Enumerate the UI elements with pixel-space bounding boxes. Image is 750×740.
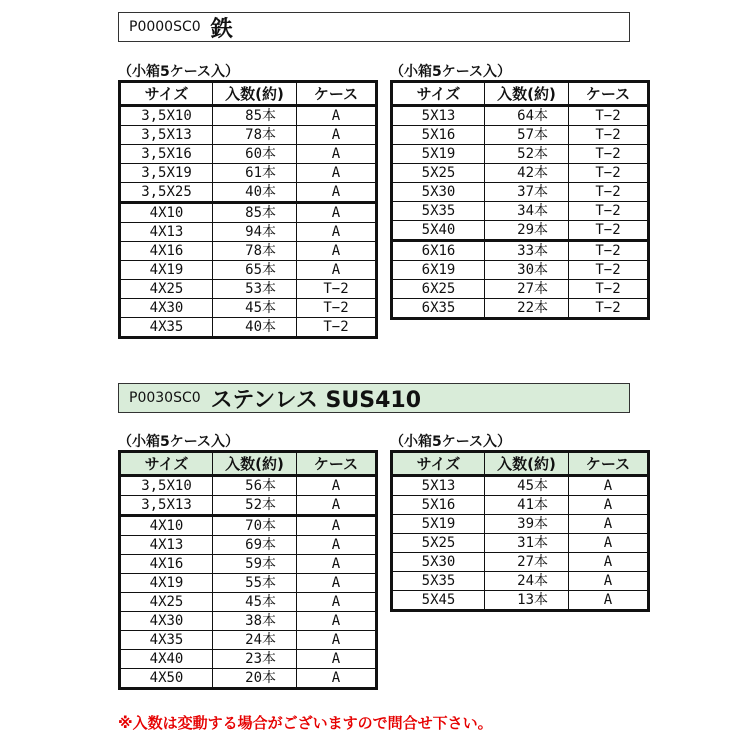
- cell-size: 5X16: [392, 496, 485, 515]
- header-case: ケース: [569, 452, 649, 476]
- cell-quantity: 33本: [485, 241, 569, 261]
- cell-size: 4X19: [120, 261, 213, 280]
- table-row: [120, 280, 377, 299]
- cell-size: 5X13: [392, 106, 485, 126]
- spec-table: [118, 80, 378, 339]
- table-row: [120, 183, 377, 203]
- cell-size: 5X25: [392, 534, 485, 553]
- cell-size: 5X45: [392, 591, 485, 611]
- cell-quantity: 53本: [213, 280, 297, 299]
- cell-case: A: [297, 223, 377, 242]
- table-row: [120, 631, 377, 650]
- material-name: ステンレス SUS410: [210, 387, 422, 413]
- section-header-iron: [118, 12, 630, 42]
- cell-case: T−2: [569, 202, 649, 221]
- cell-quantity: 39本: [485, 515, 569, 534]
- cell-size: 3,5X25: [120, 183, 213, 203]
- cell-size: 3,5X16: [120, 145, 213, 164]
- table-row: [120, 669, 377, 689]
- cell-size: 4X13: [120, 223, 213, 242]
- cell-case: A: [297, 574, 377, 593]
- header-quantity: 入数(約): [485, 452, 569, 476]
- table-row: [392, 106, 649, 126]
- table-row: [392, 126, 649, 145]
- cell-case: T−2: [569, 183, 649, 202]
- cell-quantity: 42本: [485, 164, 569, 183]
- cell-size: 4X30: [120, 612, 213, 631]
- cell-size: 5X25: [392, 164, 485, 183]
- spec-table: [390, 80, 650, 320]
- cell-size: 5X30: [392, 553, 485, 572]
- cell-case: T−2: [569, 280, 649, 299]
- cell-size: 4X19: [120, 574, 213, 593]
- table-row: [392, 534, 649, 553]
- cell-size: 5X19: [392, 515, 485, 534]
- table-caption: （小箱5ケース入）: [118, 64, 240, 80]
- table-row: [392, 183, 649, 202]
- cell-case: A: [569, 591, 649, 611]
- cell-size: 6X19: [392, 261, 485, 280]
- table-row: [120, 476, 377, 496]
- table-row: [120, 612, 377, 631]
- cell-size: 6X16: [392, 241, 485, 261]
- cell-quantity: 52本: [213, 496, 297, 516]
- cell-case: T−2: [569, 241, 649, 261]
- header-size: サイズ: [120, 82, 213, 106]
- cell-case: T−2: [569, 221, 649, 241]
- cell-size: 4X35: [120, 318, 213, 338]
- cell-case: A: [569, 534, 649, 553]
- cell-case: A: [297, 476, 377, 496]
- cell-size: 5X16: [392, 126, 485, 145]
- cell-quantity: 40本: [213, 183, 297, 203]
- spec-table: [390, 450, 650, 612]
- cell-quantity: 59本: [213, 555, 297, 574]
- cell-size: 5X30: [392, 183, 485, 202]
- spec-table: [118, 450, 378, 690]
- stainless-table-right-block: [390, 434, 650, 612]
- cell-quantity: 24本: [213, 631, 297, 650]
- cell-case: A: [569, 515, 649, 534]
- table-row: [392, 572, 649, 591]
- disclaimer-note: ※入数は変動する場合がございますので問合せ下さい。: [118, 714, 493, 732]
- cell-case: T−2: [569, 106, 649, 126]
- cell-quantity: 23本: [213, 650, 297, 669]
- cell-size: 4X30: [120, 299, 213, 318]
- cell-case: A: [297, 612, 377, 631]
- cell-case: T−2: [569, 261, 649, 280]
- table-row: [392, 476, 649, 496]
- table-row: [392, 553, 649, 572]
- table-row: [120, 261, 377, 280]
- cell-size: 5X13: [392, 476, 485, 496]
- cell-quantity: 45本: [485, 476, 569, 496]
- cell-size: 4X10: [120, 203, 213, 223]
- cell-case: A: [297, 650, 377, 669]
- header-case: ケース: [297, 82, 377, 106]
- header-quantity: 入数(約): [213, 452, 297, 476]
- cell-quantity: 24本: [485, 572, 569, 591]
- table-row: [392, 496, 649, 515]
- cell-size: 6X35: [392, 299, 485, 319]
- cell-quantity: 85本: [213, 106, 297, 126]
- cell-quantity: 57本: [485, 126, 569, 145]
- table-caption: （小箱5ケース入）: [390, 434, 512, 450]
- cell-size: 5X19: [392, 145, 485, 164]
- cell-quantity: 45本: [213, 593, 297, 612]
- table-row: [392, 261, 649, 280]
- table-row: [120, 555, 377, 574]
- cell-case: A: [297, 631, 377, 650]
- cell-quantity: 45本: [213, 299, 297, 318]
- cell-quantity: 22本: [485, 299, 569, 319]
- cell-quantity: 41本: [485, 496, 569, 515]
- cell-quantity: 61本: [213, 164, 297, 183]
- table-caption: （小箱5ケース入）: [390, 64, 512, 80]
- cell-case: A: [297, 669, 377, 689]
- material-name: 鉄: [210, 16, 233, 42]
- cell-size: 4X16: [120, 242, 213, 261]
- cell-size: 5X35: [392, 202, 485, 221]
- cell-size: 4X40: [120, 650, 213, 669]
- cell-quantity: 20本: [213, 669, 297, 689]
- cell-quantity: 13本: [485, 591, 569, 611]
- cell-size: 3,5X10: [120, 106, 213, 126]
- cell-size: 4X16: [120, 555, 213, 574]
- cell-case: A: [297, 555, 377, 574]
- table-row: [120, 164, 377, 183]
- cell-quantity: 85本: [213, 203, 297, 223]
- cell-case: A: [297, 242, 377, 261]
- cell-quantity: 38本: [213, 612, 297, 631]
- cell-quantity: 31本: [485, 534, 569, 553]
- cell-case: A: [297, 164, 377, 183]
- table-row: [120, 496, 377, 516]
- table-row: [120, 242, 377, 261]
- cell-size: 5X35: [392, 572, 485, 591]
- cell-quantity: 55本: [213, 574, 297, 593]
- header-size: サイズ: [392, 82, 485, 106]
- table-row: [392, 164, 649, 183]
- header-size: サイズ: [120, 452, 213, 476]
- cell-case: A: [297, 145, 377, 164]
- cell-quantity: 64本: [485, 106, 569, 126]
- cell-size: 3,5X13: [120, 496, 213, 516]
- table-row: [392, 591, 649, 611]
- cell-quantity: 78本: [213, 126, 297, 145]
- table-row: [120, 593, 377, 612]
- cell-case: T−2: [297, 318, 377, 338]
- cell-case: T−2: [297, 280, 377, 299]
- cell-quantity: 70本: [213, 516, 297, 536]
- cell-case: A: [297, 203, 377, 223]
- section-header-stainless: [118, 383, 630, 413]
- cell-quantity: 52本: [485, 145, 569, 164]
- cell-case: T−2: [569, 299, 649, 319]
- cell-case: A: [297, 593, 377, 612]
- cell-quantity: 37本: [485, 183, 569, 202]
- cell-size: 4X50: [120, 669, 213, 689]
- table-row: [392, 202, 649, 221]
- cell-size: 4X25: [120, 280, 213, 299]
- header-quantity: 入数(約): [213, 82, 297, 106]
- table-row: [392, 299, 649, 319]
- cell-case: A: [569, 476, 649, 496]
- cell-case: T−2: [297, 299, 377, 318]
- header-size: サイズ: [392, 452, 485, 476]
- cell-quantity: 60本: [213, 145, 297, 164]
- table-row: [120, 106, 377, 126]
- table-row: [120, 299, 377, 318]
- cell-case: A: [569, 553, 649, 572]
- table-row: [120, 203, 377, 223]
- cell-case: A: [297, 496, 377, 516]
- cell-case: A: [569, 572, 649, 591]
- cell-quantity: 30本: [485, 261, 569, 280]
- cell-quantity: 56本: [213, 476, 297, 496]
- cell-quantity: 65本: [213, 261, 297, 280]
- cell-size: 3,5X13: [120, 126, 213, 145]
- cell-case: A: [297, 261, 377, 280]
- table-caption: （小箱5ケース入）: [118, 434, 240, 450]
- cell-case: A: [297, 516, 377, 536]
- table-row: [120, 574, 377, 593]
- cell-quantity: 27本: [485, 280, 569, 299]
- cell-quantity: 27本: [485, 553, 569, 572]
- cell-quantity: 40本: [213, 318, 297, 338]
- table-row: [120, 145, 377, 164]
- cell-quantity: 94本: [213, 223, 297, 242]
- table-row: [392, 515, 649, 534]
- table-row: [120, 318, 377, 338]
- cell-case: A: [297, 183, 377, 203]
- cell-case: A: [297, 536, 377, 555]
- table-row: [392, 280, 649, 299]
- cell-size: 3,5X19: [120, 164, 213, 183]
- header-case: ケース: [297, 452, 377, 476]
- cell-case: T−2: [569, 126, 649, 145]
- cell-case: A: [297, 106, 377, 126]
- iron-table-right-block: [390, 64, 650, 320]
- product-code: P0030SC0: [129, 390, 201, 406]
- cell-size: 3,5X10: [120, 476, 213, 496]
- cell-quantity: 29本: [485, 221, 569, 241]
- stainless-table-left-block: [118, 434, 378, 690]
- header-quantity: 入数(約): [485, 82, 569, 106]
- cell-size: 4X25: [120, 593, 213, 612]
- cell-case: A: [297, 126, 377, 145]
- cell-quantity: 69本: [213, 536, 297, 555]
- table-row: [392, 145, 649, 164]
- cell-case: A: [569, 496, 649, 515]
- cell-size: 4X10: [120, 516, 213, 536]
- table-row: [392, 241, 649, 261]
- cell-size: 6X25: [392, 280, 485, 299]
- table-row: [120, 536, 377, 555]
- cell-size: 5X40: [392, 221, 485, 241]
- cell-quantity: 34本: [485, 202, 569, 221]
- table-row: [120, 223, 377, 242]
- cell-case: T−2: [569, 145, 649, 164]
- cell-case: T−2: [569, 164, 649, 183]
- iron-table-left-block: [118, 64, 378, 339]
- cell-size: 4X13: [120, 536, 213, 555]
- product-code: P0000SC0: [129, 19, 201, 35]
- table-row: [120, 650, 377, 669]
- cell-quantity: 78本: [213, 242, 297, 261]
- header-case: ケース: [569, 82, 649, 106]
- table-row: [120, 126, 377, 145]
- cell-size: 4X35: [120, 631, 213, 650]
- table-row: [392, 221, 649, 241]
- table-row: [120, 516, 377, 536]
